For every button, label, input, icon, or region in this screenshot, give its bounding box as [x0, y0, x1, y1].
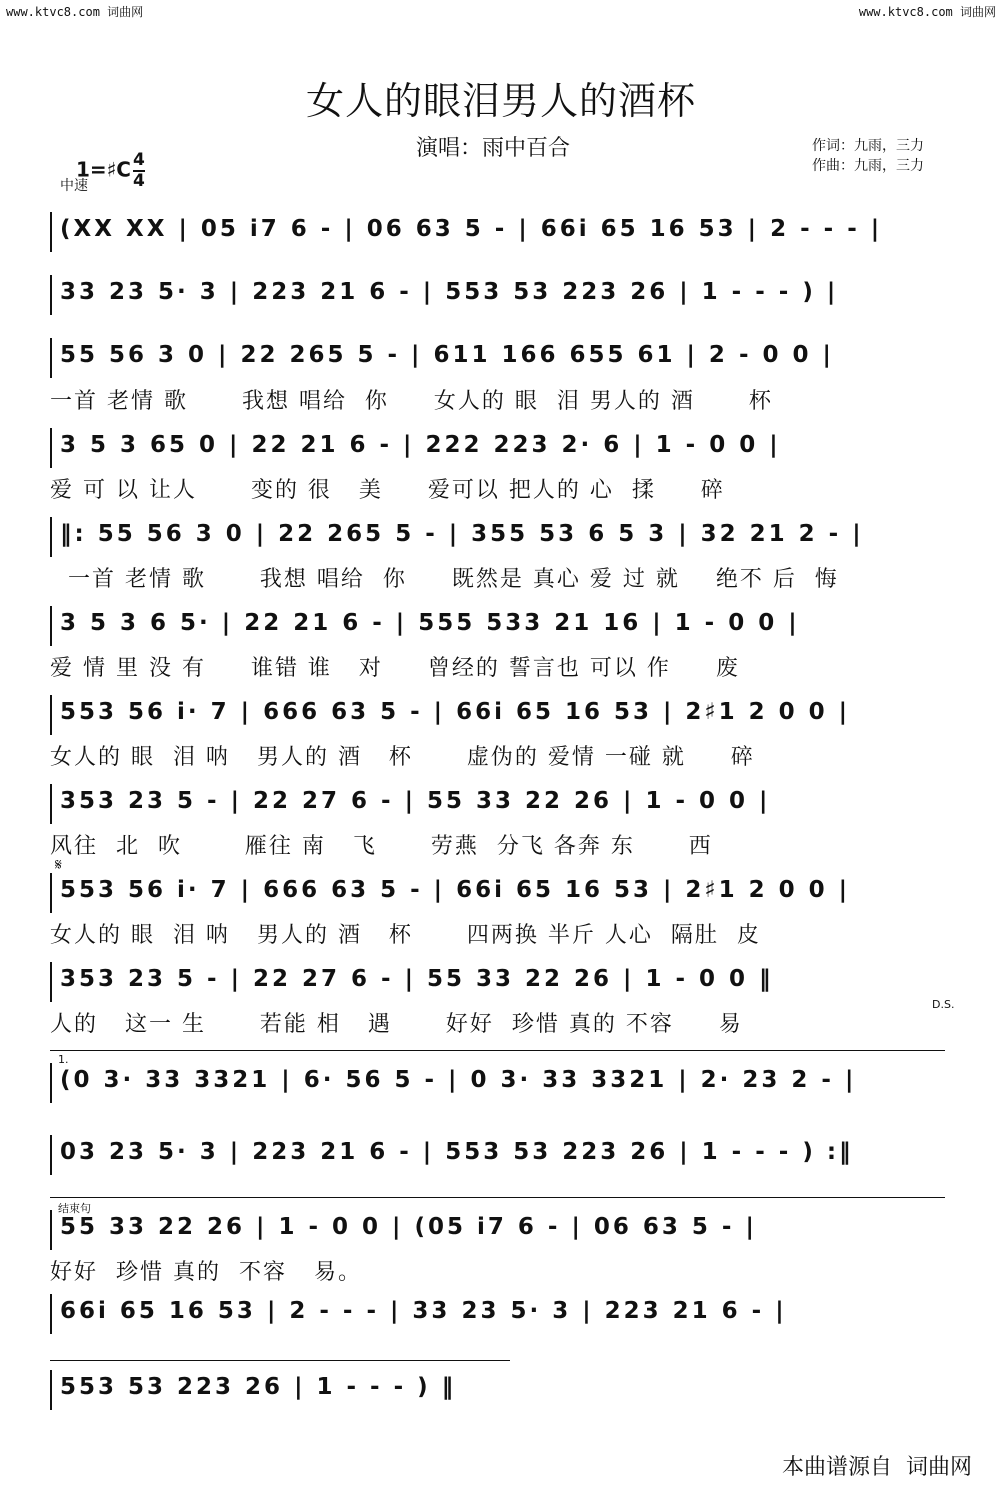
lyric-line-2: 爱 可 以 让人 变的 很 美 爱可以 把人的 心 揉 碎 [50, 478, 725, 503]
row-notes: 33 23 5· 3 | 223 21 6 - | 553 53 223 26 | 1 - - - ) | [60, 279, 839, 305]
notation-row-7 [50, 695, 952, 735]
singer-credit: 演唱：雨中百合 [416, 136, 571, 161]
notation-row-9 [50, 873, 952, 913]
row-notes: 353 23 5 - | 22 27 6 - | 55 33 22 26 | 1 - 0 0 | [60, 788, 771, 814]
row-notes: 55 33 22 26 | 1 - 0 0 | (05 i7 6 - | 06 63 5 - | [60, 1214, 757, 1240]
row-notes: 3 5 3 6 5· | 22 21 6 - | 555 533 21 16 | 1 - 0 0 | [60, 610, 800, 636]
notation-row-4 [50, 428, 952, 468]
notation-row-14 [50, 1294, 952, 1334]
time-bottom: 4 [132, 171, 145, 191]
time-signature [133, 152, 145, 190]
notation-row-1 [50, 212, 952, 252]
notation-row-12 [50, 1135, 952, 1175]
lyricist-credit: 作词：九雨，三力 [812, 138, 924, 154]
lyric-line-5: 女人的 眼 泪 呐 男人的 酒 杯 虚伪的 爱情 一碰 就 碎 [50, 745, 755, 770]
watermark-right: www.ktvc8.com 词曲网 [858, 5, 996, 19]
lyric-line-7: 女人的 眼 泪 呐 男人的 酒 杯 四两换 半斤 人心 隔肚 皮 [50, 923, 761, 948]
notation-row-2 [50, 275, 952, 315]
row-notes: 3 5 3 65 0 | 22 21 6 - | 222 223 2· 6 | 1 - 0 0 | [60, 432, 781, 458]
volta-number: 1. [58, 1053, 69, 1066]
notation-row-3 [50, 338, 952, 378]
row-notes: 03 23 5· 3 | 223 21 6 - | 553 53 223 26 | 1 - - - ) :‖ [60, 1139, 854, 1165]
lyric-line-9: 好好 珍惜 真的 不容 易。 [50, 1260, 362, 1285]
notation-row-5 [50, 517, 952, 557]
row-notes: 353 23 5 - | 22 27 6 - | 55 33 22 26 | 1 - 0 0 ‖ [60, 966, 774, 992]
row-notes: (0 3· 33 3321 | 6· 56 5 - | 0 3· 33 3321 | 2· 23 2 - | [60, 1067, 857, 1093]
composer-credit: 作曲：九雨，三力 [812, 158, 924, 174]
notation-row-11 [50, 1063, 952, 1103]
row-notes: 553 56 i· 7 | 666 63 5 - | 66i 65 16 53 | 2♯1 2 0 0 | [60, 699, 851, 725]
song-title: 女人的眼泪男人的酒杯 [305, 79, 696, 123]
segno-sign: 𝄋 [55, 855, 62, 874]
coda-bracket [50, 1360, 510, 1361]
notation-row-8 [50, 784, 952, 824]
row-notes: 553 53 223 26 | 1 - - - ) ‖ [60, 1374, 457, 1400]
volta-bracket [50, 1050, 945, 1051]
ending-label: 结束句 [58, 1202, 91, 1215]
source-credit: 本曲谱源自 词曲网 [782, 1455, 972, 1480]
lyric-line-4: 爱 情 里 没 有 谁错 谁 对 曾经的 誓言也 可以 作 废 [50, 656, 740, 681]
notation-row-10 [50, 962, 952, 1002]
lyric-line-8: 人的 这一 生 若能 相 遇 好好 珍惜 真的 不容 易 [50, 1012, 743, 1037]
notation-row-13 [50, 1210, 952, 1250]
time-top: 4 [132, 150, 145, 170]
lyric-line-3: 一首 老情 歌 我想 唱给 你 既然是 真心 爱 过 就 绝不 后 悔 [50, 567, 839, 592]
row-notes: (XX XX | 05 i7 6 - | 06 63 5 - | 66i 65 16 53 | 2 - - - | [60, 216, 883, 242]
ds-marking: D.S. [932, 998, 955, 1011]
ending-bracket [50, 1197, 945, 1198]
row-notes: 55 56 3 0 | 22 265 5 - | 611 166 655 61 | 2 - 0 0 | [60, 342, 834, 368]
notation-row-15 [50, 1370, 512, 1410]
notation-row-6 [50, 606, 952, 646]
row-notes: ‖: 55 56 3 0 | 22 265 5 - | 355 53 6 5 3 | 32 21 2 - | [60, 521, 864, 547]
row-notes: 66i 65 16 53 | 2 - - - | 33 23 5· 3 | 223 21 6 - | [60, 1298, 787, 1324]
lyric-line-6: 风往 北 吹 雁往 南 飞 劳燕 分飞 各奔 东 西 [50, 834, 713, 859]
lyric-line-1: 一首 老情 歌 我想 唱给 你 女人的 眼 泪 男人的 酒 杯 [50, 389, 773, 414]
row-notes: 553 56 i· 7 | 666 63 5 - | 66i 65 16 53 | 2♯1 2 0 0 | [60, 877, 851, 903]
tempo-marking: 中速 [60, 178, 88, 194]
key-label: 1=♯C [75, 157, 131, 182]
watermark-left: www.ktvc8.com 词曲网 [6, 5, 144, 19]
